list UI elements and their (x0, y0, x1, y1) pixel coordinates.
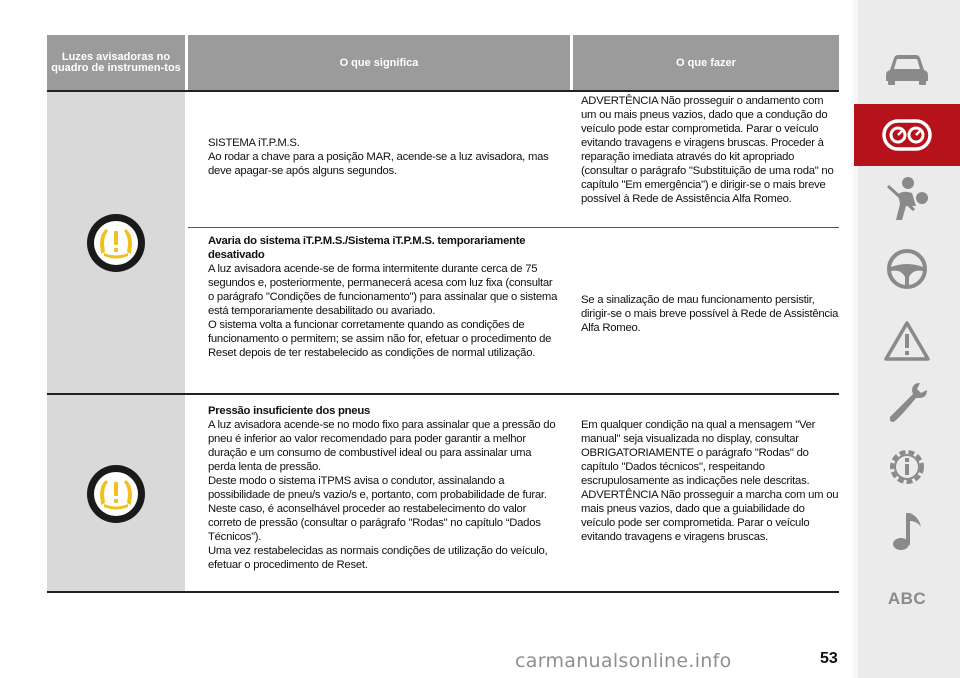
sidebar-item-driving[interactable] (854, 238, 960, 300)
dashboard-icon (882, 118, 932, 152)
info-gear-icon (884, 444, 930, 490)
header-action: O que fazer (573, 35, 839, 90)
row-divider (188, 227, 839, 228)
header-meaning: O que significa (188, 35, 570, 90)
row3-meaning (208, 404, 560, 572)
row3-meaning-title: Pressão insuficiente dos pneus (208, 405, 371, 417)
row3-action-text: Em qualquer condição na qual a mensagem "Ver manual" seja visualizada no display, consultar OBRIGATORIAMENTE o parágrafo "Rodas" do capítulo "Dados técnicos", respeitando escrupulosamente as indicações nele descritas. ADVERTÊNCIA Não prosseguir a marcha com um ou mais pneus vazios, dado que a guiabilidade do veículo pode ser comprometida. Parar o veículo evitando travagens e viragens bruscas. (581, 419, 839, 543)
watermark: carmanualsonline.info (515, 650, 732, 672)
sidebar-item-maintenance[interactable] (854, 372, 960, 434)
row3-action (581, 418, 839, 544)
sidebar-item-safety[interactable] (854, 168, 960, 230)
icon-cell-1 (47, 92, 185, 393)
car-icon (884, 52, 930, 86)
row2-meaning-text: A luz avisadora acende-se de forma intermitente durante cerca de 75 segundos e, posteriormente, permanecerá acesa com luz fixa (consultar o parágrafo "Condições de funcionamento") para assinalar que o sistema está temporariamente desabilitado ou avariado. O sistema volta a funcionar corretamente quando as condições de funcionamento o permitem; se assim não for, efetuar o procedimento de Reset depois de ter restabelecido as condições de normal utilização. (208, 263, 558, 359)
index-label: ABC (887, 589, 927, 608)
music-note-icon (887, 509, 927, 553)
page-number: 53 (820, 650, 838, 667)
sidebar-item-index[interactable] (854, 568, 960, 630)
row1-meaning (208, 136, 558, 178)
sidebar-item-emergency[interactable] (854, 310, 960, 372)
warning-triangle-icon (884, 320, 930, 362)
row2-action-text: Se a sinalização de mau funcionamento persistir, dirigir-se o mais breve possível à Rede de Assistência Alfa Romeo. (581, 294, 839, 334)
row1-meaning-text: SISTEMA iT.P.M.S. Ao rodar a chave para a posição MAR, acende-se a luz avisadora, mas deve apagar-se após alguns segundos. (208, 137, 549, 177)
header-warning-lights: Luzes avisadoras no quadro de instrumen-tos (47, 35, 185, 90)
sidebar-item-technical-data[interactable] (854, 436, 960, 498)
tpms-warning-icon (87, 214, 145, 272)
row2-action (581, 293, 839, 335)
sidebar-item-car[interactable] (854, 38, 960, 100)
seatbelt-airbag-icon (884, 176, 930, 222)
row-rule (47, 393, 839, 395)
row3-meaning-text: A luz avisadora acende-se no modo fixo para assinalar que a pressão do pneu é inferior ao valor recomendado para poder garantir a melhor duração e um consumo de combustível ideal ou para assinalar uma perda lenta de pressão. Deste modo o sistema iTPMS avisa o condutor, assinalando a possibilidade de pneu/s vazio/s e, portanto, com probabilidade de furar. Neste caso, é aconselhável proceder ao restabelecimento do valor correto de pressão (consultar o parágrafo "Rodas" no capítulo “Dados Técnicos”). Uma vez restabelecidas as normais condições de utilização do veículo, efetuar o procedimento de Reset. (208, 419, 556, 571)
sidebar-item-multimedia[interactable] (854, 500, 960, 562)
wrench-icon (884, 380, 930, 426)
steering-wheel-icon (885, 247, 929, 291)
icon-cell-2 (47, 395, 185, 591)
row1-action (581, 94, 839, 206)
sidebar-item-dashboard[interactable] (854, 104, 960, 166)
row2-meaning-title: Avaria do sistema iT.P.M.S./Sistema iT.P.M.S. temporariamente desativado (208, 235, 526, 261)
row1-action-text: ADVERTÊNCIA Não prosseguir o andamento com um ou mais pneus vazios, dado que a condução do veículo pode estar comprometida. Parar o veículo evitando travagens e viragens bruscas. Proceder à reparação imediata através do kit apropriado (consultar o parágrafo "Substituição de uma roda" no capítulo "Em emergência") e dirigir-se o mais breve possível à Rede de Assistência Alfa Romeo. (581, 95, 834, 205)
tpms-warning-icon (87, 465, 145, 523)
table-bottom-rule (47, 591, 839, 593)
row2-meaning (208, 234, 560, 360)
